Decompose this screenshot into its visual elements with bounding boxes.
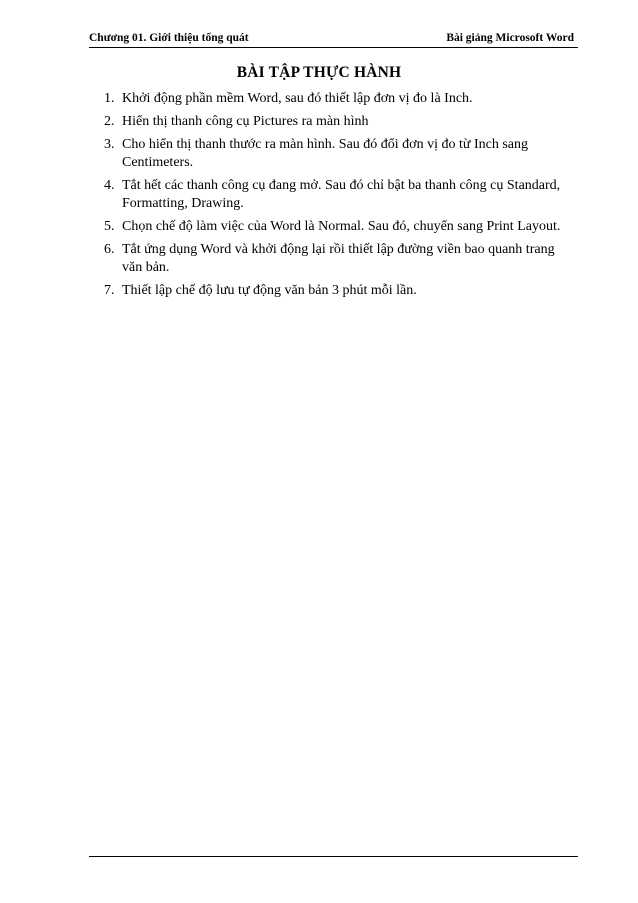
item-number: 1. (104, 91, 115, 106)
item-number: 4. (104, 178, 115, 193)
item-number: 3. (104, 137, 115, 152)
item-text: Tắt hết các thanh công cụ đang mở. Sau đó chỉ bật ba thanh công cụ Standard, Formatting, Drawing. (122, 178, 561, 211)
list-item (104, 113, 574, 131)
item-text: Khởi động phần mềm Word, sau đó thiết lập đơn vị đo là Inch. (122, 91, 473, 106)
header-course: Bài giảng Microsoft Word (446, 32, 574, 44)
item-text: Tắt ứng dụng Word và khởi động lại rồi thiết lập đường viền bao quanh trang văn bản. (122, 242, 555, 275)
item-text: Cho hiển thị thanh thước ra màn hình. Sau đó đổi đơn vị đo từ Inch sang Centimeters. (122, 137, 528, 170)
list-item (104, 282, 574, 300)
list-item (104, 136, 574, 172)
footer-divider (89, 856, 578, 857)
header-chapter: Chương 01. Giới thiệu tổng quát (89, 32, 249, 44)
list-item (104, 177, 574, 213)
list-item (104, 241, 574, 277)
item-number: 6. (104, 242, 115, 257)
item-text: Chọn chế độ làm việc của Word là Normal. Sau đó, chuyển sang Print Layout. (122, 219, 561, 234)
list-item (104, 218, 574, 236)
item-number: 5. (104, 219, 115, 234)
page-header (89, 29, 578, 48)
item-number: 2. (104, 114, 115, 129)
item-text: Hiển thị thanh công cụ Pictures ra màn hình (122, 114, 369, 129)
item-text: Thiết lập chế độ lưu tự động văn bản 3 phút mỗi lần. (122, 283, 417, 298)
list-item (104, 90, 574, 108)
page-title: BÀI TẬP THỰC HÀNH (236, 64, 402, 81)
item-number: 7. (104, 283, 115, 298)
exercise-list (104, 90, 574, 305)
